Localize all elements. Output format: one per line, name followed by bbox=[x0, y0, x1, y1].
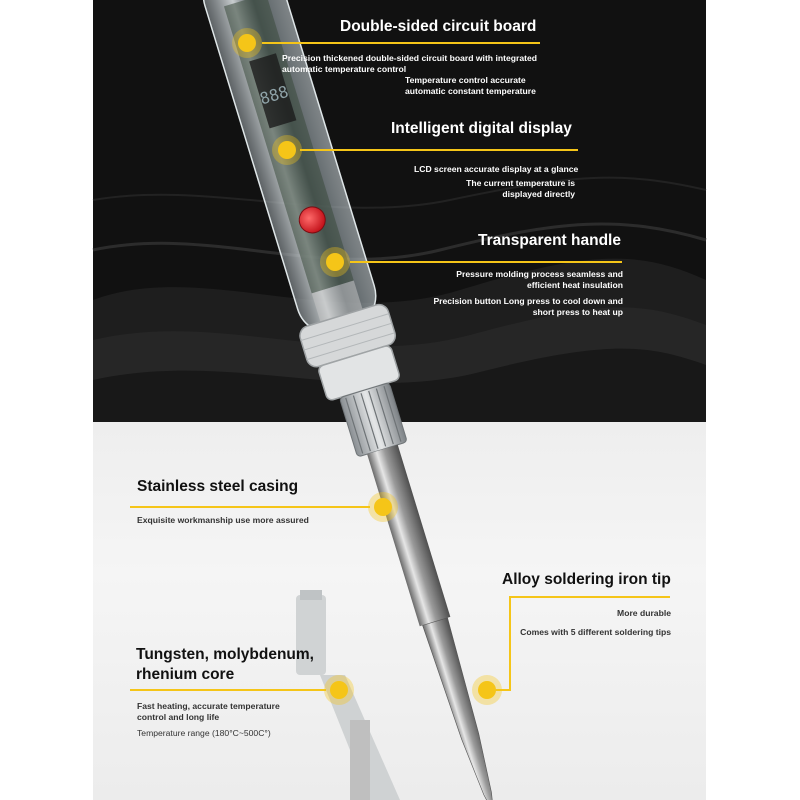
feature-desc-digital-display-2: The current temperature is displayed directly bbox=[466, 178, 575, 199]
feature-desc-transparent-handle-2: Precision button Long press to cool down and short press to heat up bbox=[433, 296, 623, 317]
feature-title-core: Tungsten, molybdenum, rhenium core bbox=[136, 646, 314, 683]
svg-text:888: 888 bbox=[257, 81, 291, 109]
feature-title-transparent-handle: Transparent handle bbox=[478, 232, 621, 249]
feature-desc-circuit-board-2: Temperature control accurate automatic constant temperature bbox=[405, 75, 536, 96]
callout-dot-display bbox=[272, 135, 302, 165]
callout-dot-tip bbox=[472, 675, 502, 705]
feature-desc-core-1: Fast heating, accurate temperature control and long life bbox=[137, 701, 280, 722]
callout-dot-casing bbox=[368, 492, 398, 522]
feature-desc-steel-casing: Exquisite workmanship use more assured bbox=[137, 515, 309, 525]
feature-title-circuit-board: Double-sided circuit board bbox=[340, 18, 537, 35]
soldering-tip bbox=[423, 618, 506, 800]
feature-title-digital-display: Intelligent digital display bbox=[391, 120, 572, 137]
feature-desc-soldering-tip-2: Comes with 5 different soldering tips bbox=[520, 627, 671, 637]
feature-desc-soldering-tip-1: More durable bbox=[617, 608, 671, 618]
feature-title-soldering-tip: Alloy soldering iron tip bbox=[502, 571, 671, 588]
feature-desc-core-2: Temperature range (180°C~500C°) bbox=[137, 728, 271, 738]
steel-casing bbox=[367, 445, 450, 626]
feature-title-steel-casing: Stainless steel casing bbox=[137, 478, 299, 495]
callout-dot-core bbox=[324, 675, 354, 705]
feature-desc-transparent-handle-1: Pressure molding process seamless and efficient heat insulation bbox=[456, 269, 623, 290]
callout-dot-handle bbox=[320, 247, 350, 277]
callout-dot-circuit bbox=[232, 28, 262, 58]
feature-desc-circuit-board-1: Precision thickened double-sided circuit board with integrated automatic temperature control bbox=[282, 53, 537, 74]
feature-desc-digital-display-1: LCD screen accurate display at a glance bbox=[414, 164, 579, 174]
